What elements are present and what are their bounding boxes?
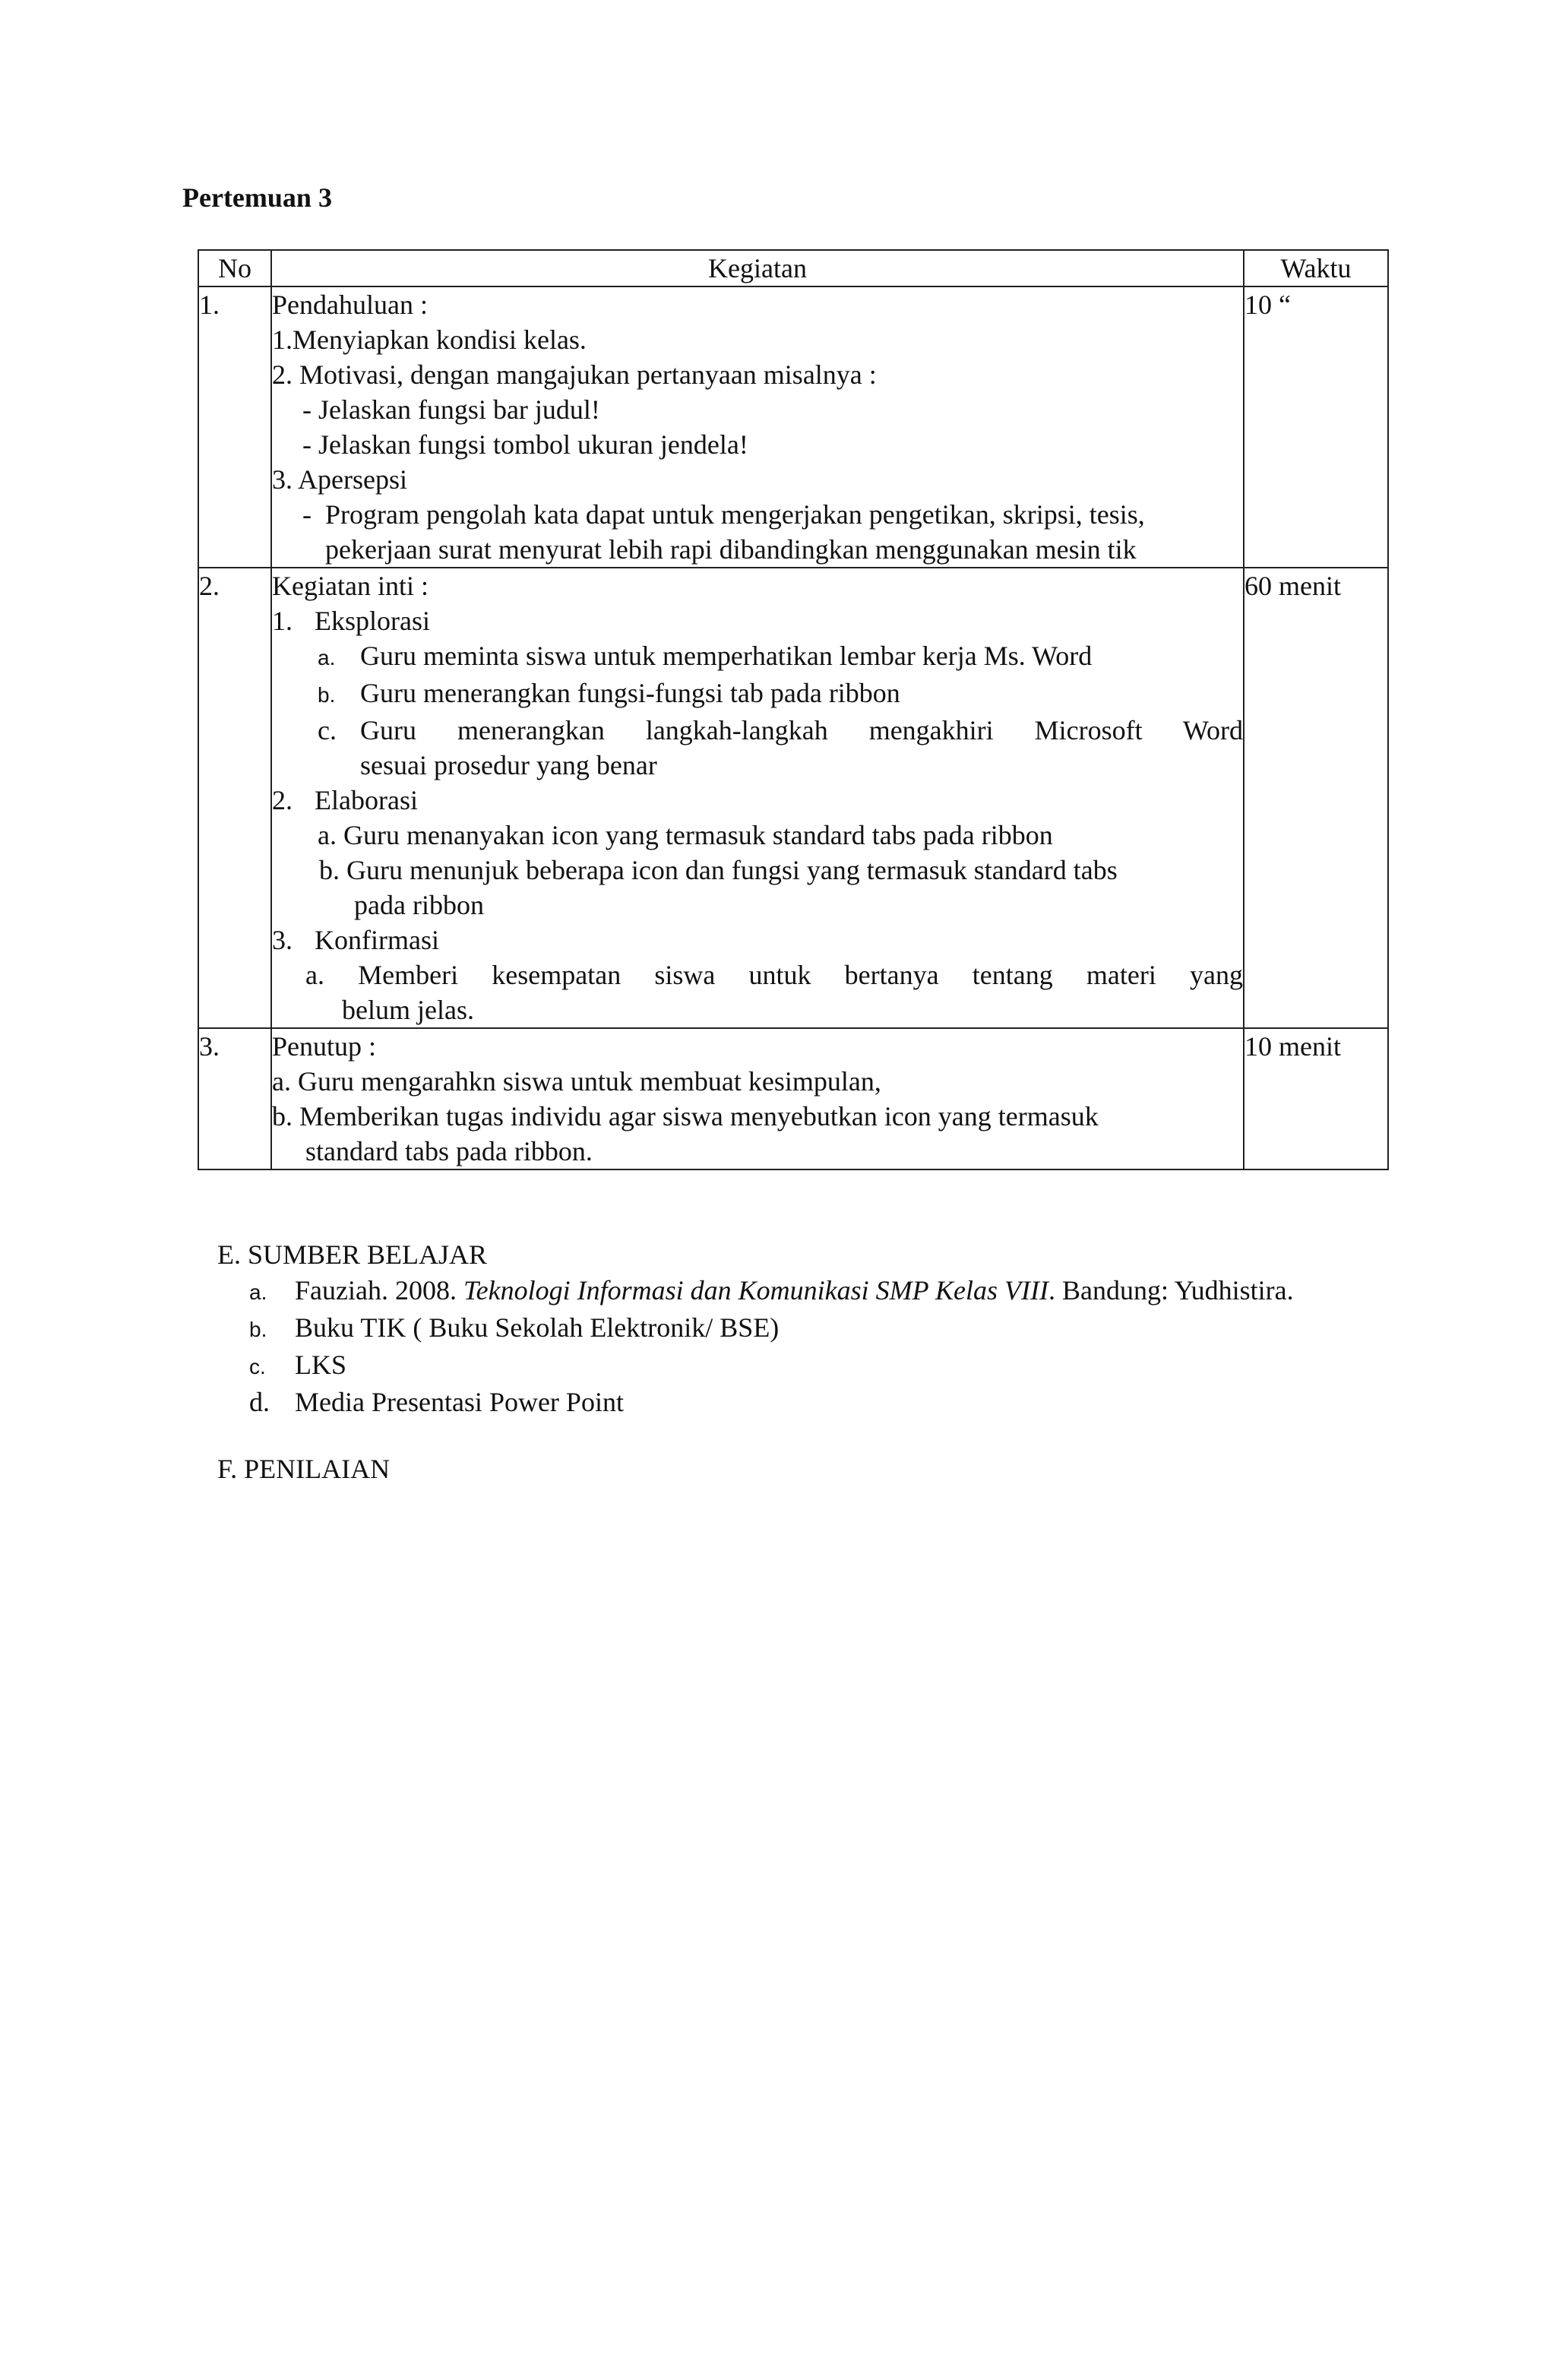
activity-cell-penutup	[271, 1028, 1244, 1169]
question-item: - Jelaskan fungsi bar judul!	[302, 394, 600, 425]
activity-line: 1.Menyiapkan kondisi kelas.	[272, 324, 587, 355]
subsection-title: 3. Konfirmasi	[272, 925, 439, 955]
table-row	[198, 1028, 1388, 1169]
page-heading: Pertemuan 3	[182, 182, 332, 213]
section-title: Pendahuluan :	[272, 290, 428, 320]
table-row	[198, 286, 1388, 568]
list-item-continuation: belum jelas.	[342, 995, 474, 1025]
list-item: b. Guru menerangkan fungsi-fungsi tab pada ribbon	[318, 678, 900, 708]
time-cell: 60 menit	[1244, 568, 1388, 1028]
list-item: b. Guru menunjuk beberapa icon dan fungsi yang termasuk standard tabs	[319, 855, 1118, 885]
list-item: a. Guru mengarahkn siswa untuk membuat kesimpulan,	[272, 1066, 881, 1097]
row-number: 2.	[198, 568, 271, 1028]
section-title: Kegiatan inti :	[272, 571, 429, 601]
activity-cell-pendahuluan	[271, 286, 1244, 568]
header-no: No	[198, 250, 271, 286]
activity-line: 3. Apersepsi	[272, 464, 407, 495]
list-item-continuation: standard tabs pada ribbon.	[305, 1136, 593, 1166]
activity-line: 2. Motivasi, dengan mangajukan pertanyaan misalnya :	[272, 359, 877, 390]
table-row	[198, 568, 1388, 1028]
activity-cell-kegiatan-inti	[271, 568, 1244, 1028]
row-number: 1.	[198, 286, 271, 568]
header-waktu: Waktu	[1244, 250, 1388, 286]
row-number: 3.	[198, 1028, 271, 1169]
list-item: a. Guru meminta siswa untuk memperhatikan lembar kerja Ms. Word	[318, 641, 1093, 671]
subsection-title: 2. Elaborasi	[272, 785, 418, 815]
list-item: a. Guru menanyakan icon yang termasuk standard tabs pada ribbon	[318, 820, 1053, 850]
question-item: - Jelaskan fungsi tombol ukuran jendela!	[302, 429, 748, 460]
activity-table	[198, 249, 1389, 1170]
section-heading: E. SUMBER BELAJAR	[217, 1239, 488, 1270]
table-header-row	[198, 250, 1388, 286]
subsection-title: 1. Eksplorasi	[272, 606, 430, 636]
apersepsi-item	[272, 497, 1243, 567]
list-item: c. Guru menerangkan langkah-langkah mengakhiri Microsoft Word	[318, 715, 1243, 745]
list-item-continuation: sesuai prosedur yang benar	[360, 750, 657, 780]
list-item: b. Memberikan tugas individu agar siswa menyebutkan icon yang termasuk	[272, 1101, 1099, 1131]
reference-item: a. Fauziah. 2008. Teknologi Informasi dan Komunikasi SMP Kelas VIII. Bandung: Yudhistira.	[249, 1275, 1294, 1306]
list-item-continuation: pada ribbon	[354, 890, 484, 920]
list-item: a. Memberi kesempatan siswa untuk bertanya tentang materi yang	[305, 960, 1243, 990]
time-cell: 10 “	[1244, 286, 1388, 568]
section-title: Penutup :	[272, 1031, 377, 1062]
apersepsi-text: Program pengolah kata dapat untuk mengerjakan pengetikan, skripsi, tesis, pekerjaan surat menyurat lebih rapi dibandingkan menggunakan mesin tik	[325, 499, 1145, 565]
penilaian-heading: F. PENILAIAN	[217, 1454, 391, 1484]
header-kegiatan: Kegiatan	[271, 250, 1244, 286]
reference-item: c. LKS	[249, 1350, 347, 1380]
reference-item: b. Buku TIK ( Buku Sekolah Elektronik/ BSE)	[249, 1312, 780, 1343]
dash-marker: -	[302, 499, 312, 530]
reference-item: d. Media Presentasi Power Point	[249, 1387, 624, 1417]
time-cell: 10 menit	[1244, 1028, 1388, 1169]
sumber-belajar-section	[217, 1237, 1294, 1420]
book-title: Teknologi Informasi dan Komunikasi SMP Kelas VIII	[463, 1275, 1048, 1306]
